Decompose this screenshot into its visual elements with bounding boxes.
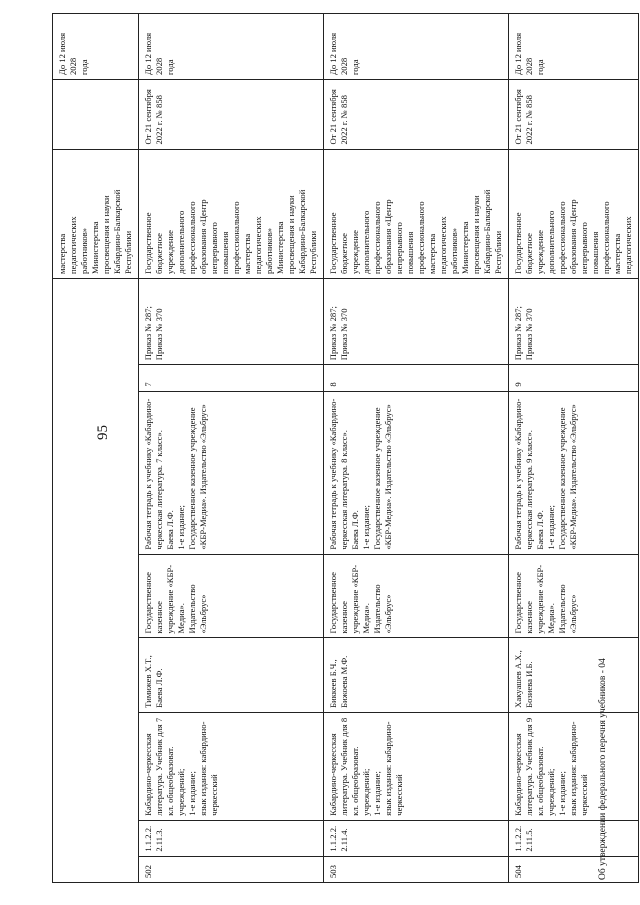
row-title: Кабардино-черкесская литература. Учебник для 9 кл. общеобразоват. учреждений; 1-е издание; язык издания: кабардино- черкесский — [509, 712, 639, 820]
row-code: 1.1.2.2. 2.11.5. — [509, 820, 639, 856]
page-number-text: 95 — [95, 425, 111, 440]
page-number — [0, 425, 111, 472]
row-date: От 21 сентября 2022 г. № 858 — [139, 80, 324, 150]
row-number: 504 — [509, 856, 639, 882]
row-organization: Государственное бюджетное учреждение дополнительного профессионального образования «Центр непрерывного повышения профессионального мастерства педагогических — [509, 149, 639, 278]
row-publisher: Государственное казенное учреждение «КБР- Медиа». Издательство «Эльбрус» — [509, 554, 639, 638]
row-code: 1.1.2.2. 2.11.3. — [139, 820, 324, 856]
row-publisher: Государственное казенное учреждение «КБР- Медиа». Издательство «Эльбрус» — [139, 554, 324, 638]
until-cell: До 12 июля 2028 года — [53, 14, 139, 80]
footer-text: Об утверждении федерального перечня учебников - 04 — [598, 658, 608, 880]
row-publisher: Государственное казенное учреждение «КБР- Медиа». Издательство «Эльбрус» — [324, 554, 509, 638]
table-row — [509, 14, 639, 883]
row-date: От 21 сентября 2022 г. № 858 — [509, 80, 639, 150]
row-organization: Государственное бюджетное учреждение дополнительного профессионального образования «Центр непрерывного повышения профессионального мастерства педагогических работников» Министерства просвещения и науки Кабардино-Балкарской Республики — [139, 149, 324, 278]
row-until: До 12 июля 2028 года — [324, 14, 509, 80]
row-authors: Биккеев Б.Ч., Бижоева М.Ф. — [324, 638, 509, 712]
row-order: Приказ № 287; Приказ № 370 — [324, 278, 509, 364]
row-appendix: Рабочая тетрадь к учебнику «Кабардино- черкесская литература. 9 класс». Баева Л.Ф. 1-е издание; Государственное казенное учреждение «КБР-Медиа». Издательство «Эльбрус» — [509, 391, 639, 554]
empty-cell — [53, 278, 139, 882]
row-title: Кабардино-черкесская литература. Учебник для 8 кл. общеобразоват. учреждений; 1-е издание; язык издания: кабардино- черкесский — [324, 712, 509, 820]
row-until: До 12 июля 2028 года — [139, 14, 324, 80]
row-position: 8 — [324, 365, 509, 391]
table-row — [324, 14, 509, 883]
row-position: 9 — [509, 365, 639, 391]
table-row — [139, 14, 324, 883]
org-continued-cell: мастерства педагогических работников» Министерства просвещения и науки Кабардино-Балкарской Республики — [53, 149, 139, 278]
empty-date-cell — [53, 80, 139, 150]
row-code: 1.1.2.2. 2.11.4. — [324, 820, 509, 856]
row-appendix: Рабочая тетрадь к учебнику «Кабардино- черкесская литература. 7 класс». Баева Л.Ф. 1-е издание; Государственное казенное учреждение «КБР-Медиа». Издательство «Эльбрус» — [139, 391, 324, 554]
textbook-list-table — [52, 13, 639, 883]
row-appendix: Рабочая тетрадь к учебнику «Кабардино- черкесская литература. 8 класс». Баева Л.Ф. 1-е издание; Государственное казенное учреждение «КБР-Медиа». Издательство «Эльбрус» — [324, 391, 509, 554]
row-authors: Тимижев Х.Т., Баева Л.Ф. — [139, 638, 324, 712]
row-order: Приказ № 287; Приказ № 370 — [139, 278, 324, 364]
row-organization: Государственное бюджетное учреждение дополнительного профессионального образования «Центр непрерывного повышения профессионального мастерства педагогических работников» Министерства просвещения и науки Кабардино-Балкарской Республики — [324, 149, 509, 278]
row-number: 502 — [139, 856, 324, 882]
row-date: От 21 сентября 2022 г. № 858 — [324, 80, 509, 150]
table-row-continued — [53, 14, 139, 883]
row-title: Кабардино-черкесская литература. Учебник для 7 кл. общеобразоват. учреждений; 1-е издание; язык издания: кабардино- черкесский — [139, 712, 324, 820]
row-order: Приказ № 287; Приказ № 370 — [509, 278, 639, 364]
row-position: 7 — [139, 365, 324, 391]
row-until: До 12 июля 2028 года — [509, 14, 639, 80]
row-authors: Хакуашев А.Х., Бозиева И.Б. — [509, 638, 639, 712]
row-number: 503 — [324, 856, 509, 882]
